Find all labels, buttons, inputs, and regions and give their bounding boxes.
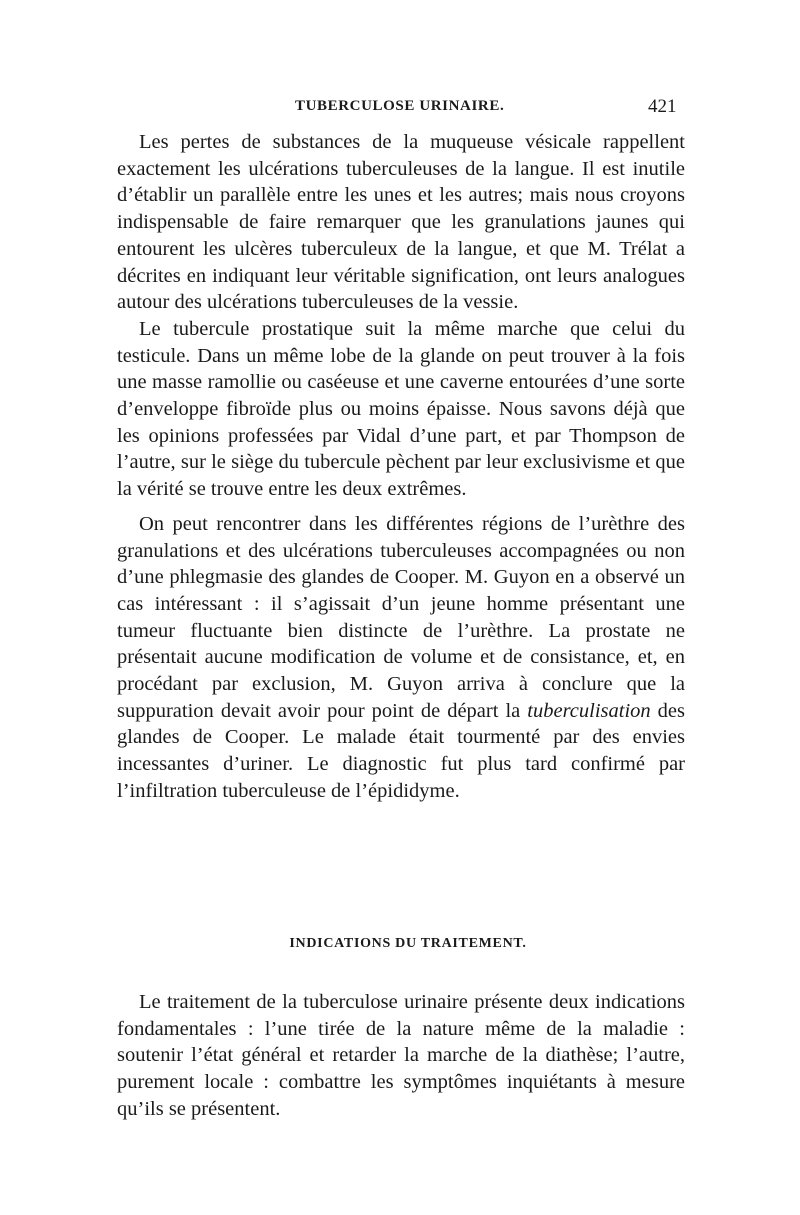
page-number: 421	[648, 96, 677, 117]
emphasized-term: tuberculisation	[527, 699, 651, 722]
running-title: TUBERCULOSE URINAIRE.	[295, 98, 505, 114]
paragraph-treatment: Le traitement de la tuberculose urinaire présente deux indications fondamentales : l’une tirée de la nature même de la maladie : soutenir l’état général et retarder la marche de la diathèse; l’autre, purement locale : combattre les symptômes inquiétants à mesure qu’ils se présentent.	[117, 991, 685, 1120]
section-heading: INDICATIONS DU TRAITEMENT.	[289, 936, 527, 951]
paragraph-urethra-text-1: On peut rencontrer dans les différentes régions de l’urèthre des granulations et des ulcérations tuberculeuses accompagnées ou non d’une phlegmasie des glandes de Cooper. M. Guyon en a observé un cas intéressant : il s’agissait d’un jeune homme présentant une tumeur fluctuante bien distincte de l’urèthre. La prostate ne présentait aucune modification de volume et de consistance, et, en procédant par exclusion, M. Guyon arriva à conclure que la suppuration devait avoir pour point de départ la	[117, 512, 685, 722]
paragraph-urethra-text-2: des glandes de Cooper. Le malade était tourmenté par des envies incessantes d’uriner. Le diagnostic fut plus tard confirmé par l’infiltration tuberculeuse de l’épididyme.	[117, 699, 686, 802]
paragraph-urethra	[117, 511, 685, 805]
body-text	[117, 129, 685, 805]
running-head	[0, 96, 800, 120]
paragraph-prostatic-tubercle: Le tubercule prostatique suit la même marche que celui du testicule. Dans un même lobe de la glande on peut trouver à la fois une masse ramollie ou caséeuse et une caverne entourées d’une sorte d’enveloppe fibroïde plus ou moins épaisse. Nous savons déjà que les opinions professées par Vidal d’une part, et par Thompson de l’autre, sur le siège du tubercule pèchent par leur exclusivisme et que la vérité se trouve entre les deux extrêmes.	[117, 317, 685, 501]
section-body	[117, 989, 685, 1123]
paragraph-bladder-ulcers: Les pertes de substances de la muqueuse vésicale rappellent exactement les ulcérations tuberculeuses de la langue. Il est inutile d’établir un parallèle entre les unes et les autres; mais nous croyons indispensable de faire remarquer que les granulations jaunes qui entourent les ulcères tuberculeux de la langue, et que M. Trélat a décrites en indiquant leur véritable signification, ont leurs analogues autour des ulcérations tuberculeuses de la vessie.	[117, 131, 685, 314]
